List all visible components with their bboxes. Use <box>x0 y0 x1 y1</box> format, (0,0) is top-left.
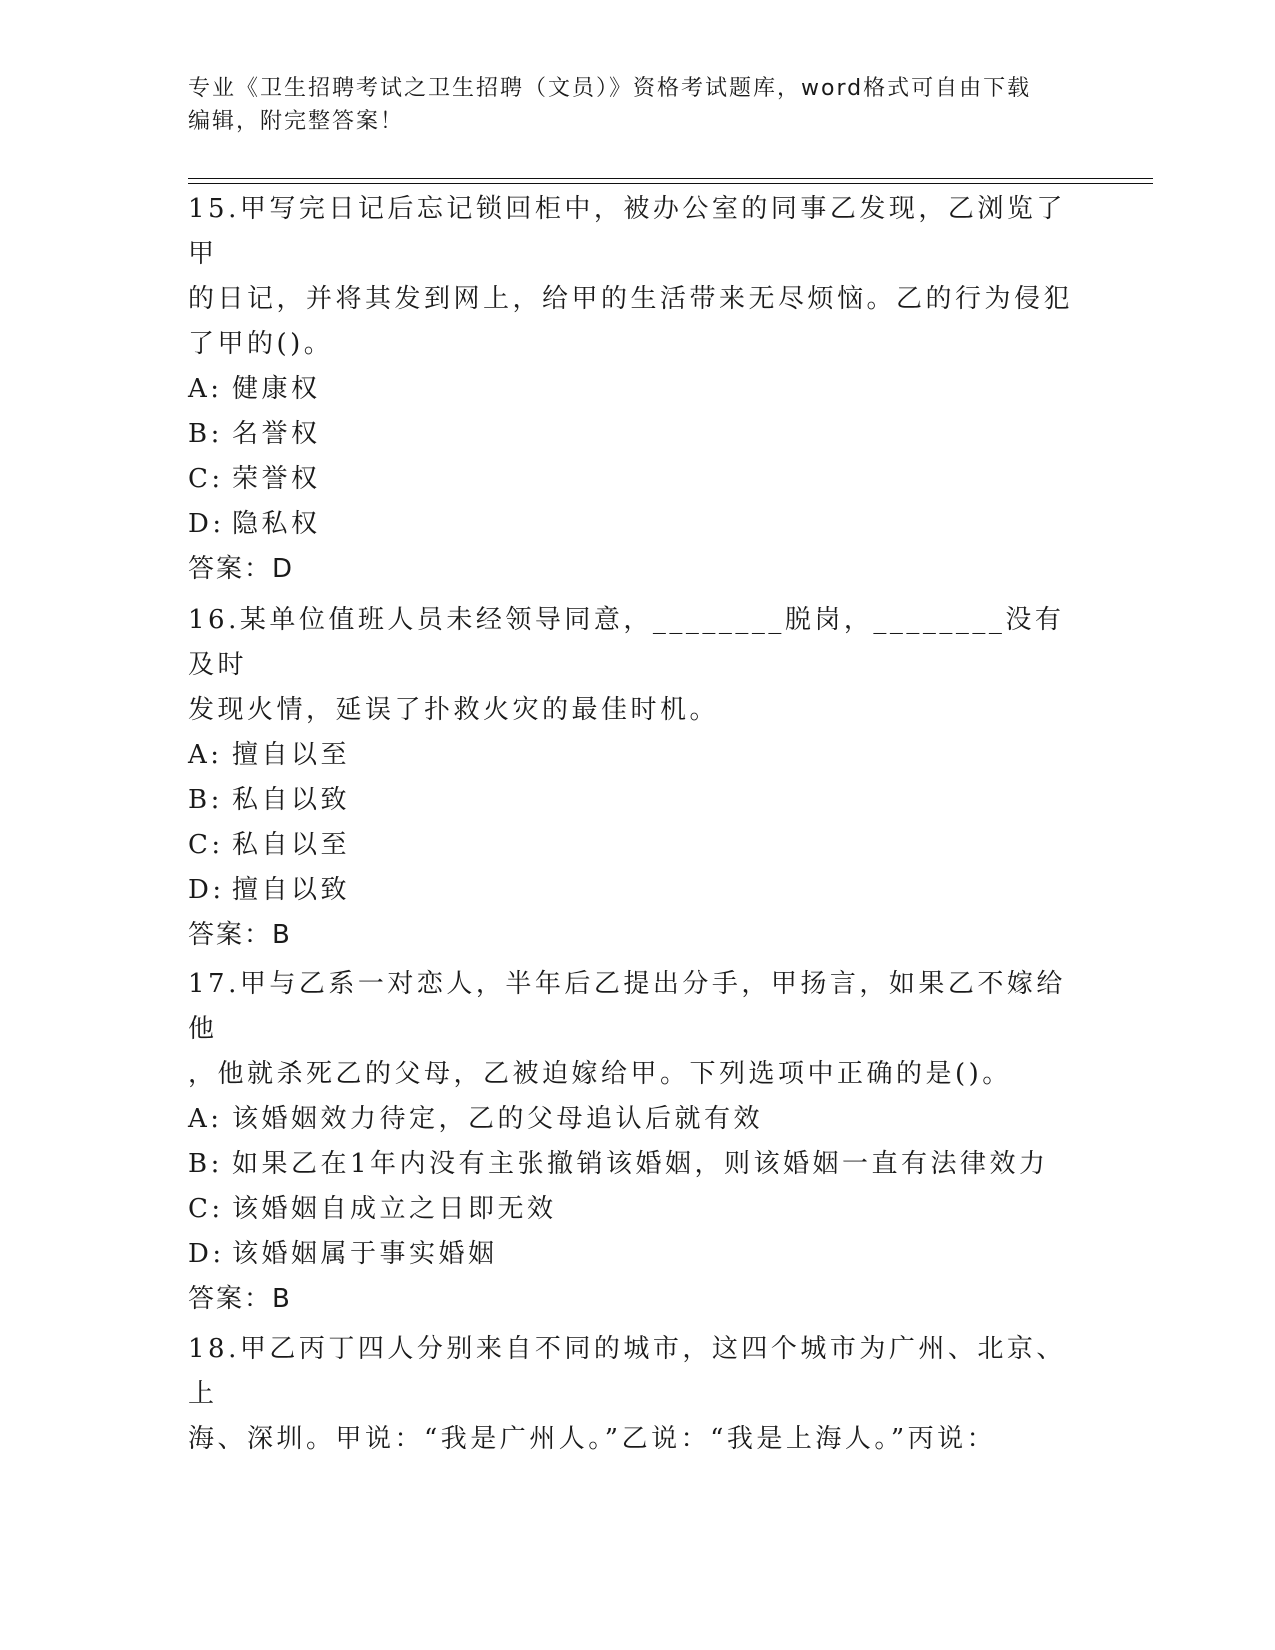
question-stem-line: 海、深圳。甲说：“我是广州人。”乙说：“我是上海人。”丙说： <box>188 1424 997 1454</box>
header-line-1: 专业《卫生招聘考试之卫生招聘（文员）》资格考试题库，word格式可自由下载 <box>188 76 1032 101</box>
question-stem-line: ，他就杀死乙的父母，乙被迫嫁给甲。下列选项中正确的是()。 <box>188 1059 1012 1089</box>
option-b <box>188 778 1083 823</box>
option-b <box>188 1142 1083 1187</box>
option-a <box>188 733 1083 778</box>
option-key: D: <box>188 1239 225 1269</box>
option-c <box>188 823 1083 868</box>
option-key: A: <box>188 374 223 404</box>
answer-line: 答案：D <box>188 554 295 584</box>
question-stem-line: 18.甲乙丙丁四人分别来自不同的城市，这四个城市为广州、北京、上 <box>188 1334 1066 1409</box>
option-key: B: <box>188 1149 223 1179</box>
question-18 <box>188 1327 1083 1462</box>
question-stem-line: 17.甲与乙系一对恋人，半年后乙提出分手，甲扬言，如果乙不嫁给他 <box>188 969 1066 1044</box>
option-c <box>188 1187 1083 1232</box>
option-key: C: <box>188 1194 224 1224</box>
option-text: 该婚姻属于事实婚姻 <box>232 1239 498 1269</box>
option-text: 如果乙在1年内没有主张撤销该婚姻，则该婚姻一直有法律效力 <box>232 1149 1049 1179</box>
option-text: 擅自以至 <box>232 740 351 770</box>
document-header <box>188 72 1068 138</box>
question-stem-line: 发现火情，延误了扑救火灾的最佳时机。 <box>188 695 720 725</box>
option-a <box>188 367 1083 412</box>
question-stem-line: 了甲的()。 <box>188 329 334 359</box>
question-15 <box>188 187 1083 592</box>
option-key: B: <box>188 419 223 449</box>
header-line-2: 编辑，附完整答案！ <box>188 109 405 134</box>
option-text: 擅自以致 <box>232 875 351 905</box>
option-text: 隐私权 <box>232 509 321 539</box>
question-stem-line: 15.甲写完日记后忘记锁回柜中，被办公室的同事乙发现，乙浏览了甲 <box>188 194 1066 269</box>
option-key: C: <box>188 464 224 494</box>
option-b <box>188 412 1083 457</box>
option-d <box>188 1232 1083 1277</box>
option-a <box>188 1097 1083 1142</box>
option-text: 名誉权 <box>232 419 321 449</box>
option-text: 荣誉权 <box>232 464 321 494</box>
option-text: 私自以致 <box>232 785 351 815</box>
header-divider-top <box>188 178 1153 179</box>
option-c <box>188 457 1083 502</box>
option-text: 该婚姻自成立之日即无效 <box>232 1194 557 1224</box>
option-text: 私自以至 <box>232 830 351 860</box>
question-stem-line: 16.某单位值班人员未经领导同意，________脱岗，________没有及时 <box>188 605 1065 680</box>
option-text: 该婚姻效力待定，乙的父母追认后就有效 <box>232 1104 764 1134</box>
option-key: D: <box>188 509 225 539</box>
option-key: C: <box>188 830 224 860</box>
option-key: D: <box>188 875 225 905</box>
option-key: A: <box>188 1104 223 1134</box>
question-stem-line: 的日记，并将其发到网上，给甲的生活带来无尽烦恼。乙的行为侵犯 <box>188 284 1074 314</box>
option-d <box>188 502 1083 547</box>
answer-line: 答案：B <box>188 1284 292 1314</box>
option-key: A: <box>188 740 223 770</box>
option-key: B: <box>188 785 223 815</box>
answer-line: 答案：B <box>188 920 292 950</box>
option-text: 健康权 <box>232 374 321 404</box>
question-17 <box>188 962 1083 1322</box>
question-16 <box>188 598 1083 958</box>
option-d <box>188 868 1083 913</box>
header-divider-bottom <box>188 183 1153 184</box>
